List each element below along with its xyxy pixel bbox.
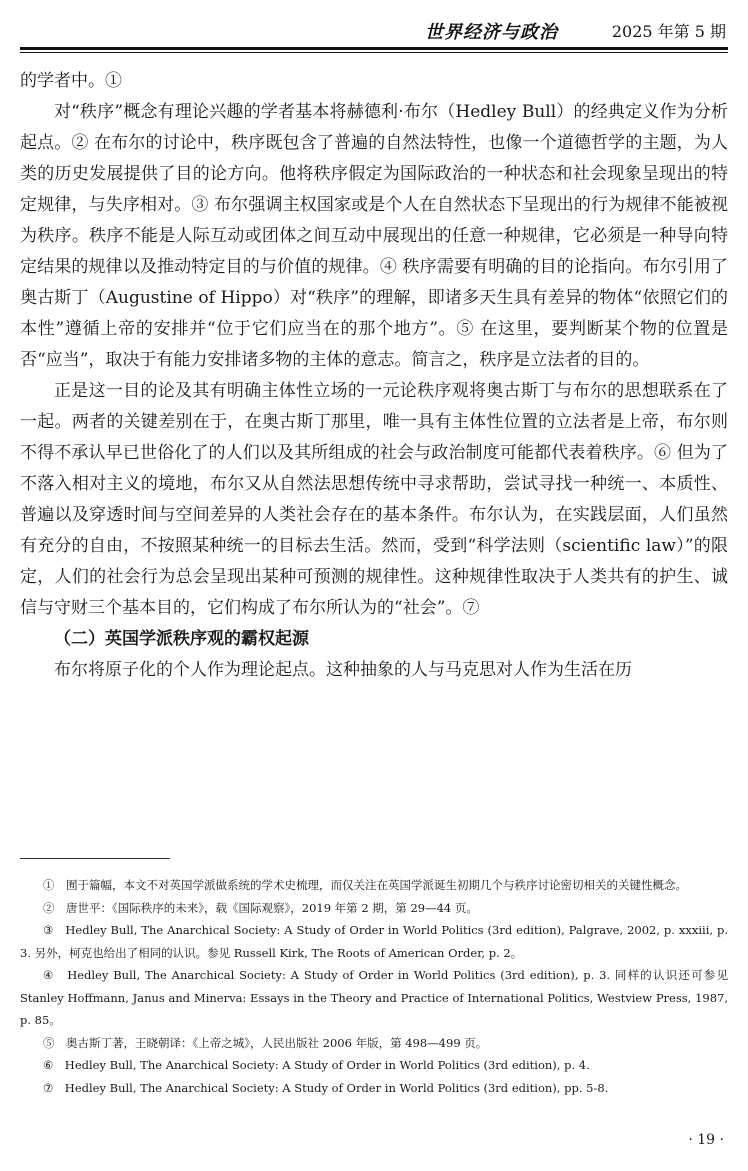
footnote-rule <box>20 858 170 859</box>
footnote-1: ① 囿于篇幅，本文不对英国学派做系统的学术史梳理，而仅关注在英国学派诞生初期几个与秩序讨论密切相关的关键性概念。 <box>43 878 687 892</box>
footnote-3: ③ Hedley Bull, The Anarchical Society: A Study of Order in World Politics (3rd edition), Palgrave, 2002, p. xxxiii, p. 3. 另外，柯克也给出了相同的认识。参见 Russell Kirk, The Roots of American Order, p. 2。 <box>20 923 728 960</box>
page-number: · 19 · <box>688 1132 724 1148</box>
body-text <box>20 66 728 686</box>
section-heading: （二）英国学派秩序观的霸权起源 <box>54 629 309 649</box>
footnotes <box>20 874 728 1099</box>
paragraph-bull-order: 对“秩序”概念有理论兴趣的学者基本将赫德利·布尔（Hedley Bull）的经典定义作为分析起点。② 在布尔的讨论中，秩序既包含了普遍的自然法特性，也像一个道德哲学的主题，为人类的历史发展提供了目的论方向。他将秩序假定为国际政治的一种状态和社会现象呈现出的特定规律，与失序相对。③ 布尔强调主权国家或是个人在自然状态下呈现出的行为规律不能被视为秩序。秩序不能是人际互动或团体之间互动中展现出的任意一种规律，它必须是一种导向特定结果的规律以及推动特定目的与价值的规律。④ 秩序需要有明确的目的论指向。布尔引用了奥古斯丁（Augustine of Hippo）对“秩序”的理解，即诸多天生具有差异的物体“依照它们的本性”遵循上帝的安排并“位于它们应当在的那个地方”。⑤ 在这里，要判断某个物的位置是否“应当”，取决于有能力安排诸多物的主体的意志。简言之，秩序是立法者的目的。 <box>20 102 728 370</box>
paragraph-continuation: 的学者中。① <box>20 71 122 91</box>
header-rule <box>20 47 728 50</box>
running-header <box>20 12 728 48</box>
issue-label: 2025 年第 5 期 <box>611 22 726 41</box>
footnote-2: ② 唐世平：《国际秩序的未来》，载《国际观察》，2019 年第 2 期，第 29—44 页。 <box>43 900 478 915</box>
footnote-4: ④ Hedley Bull, The Anarchical Society: A Study of Order in World Politics (3rd edition), p. 3. 同样的认识还可参见 Stanley Hoffmann, Janus and Minerva: Essays in the Theory and Practice of International Politics, Westview Press, 1987, p. 85。 <box>20 968 728 1027</box>
paragraph-atomized-individual: 布尔将原子化的个人作为理论起点。这种抽象的人与马克思对人作为生活在历 <box>54 660 632 680</box>
footnote-7: ⑦ Hedley Bull, The Anarchical Society: A Study of Order in World Politics (3rd edition), pp. 5-8. <box>43 1080 609 1095</box>
journal-logo: 世界经济与政治 <box>425 22 558 43</box>
header-rule-thin <box>20 52 728 53</box>
footnote-6: ⑥ Hedley Bull, The Anarchical Society: A Study of Order in World Politics (3rd edition), p. 4. <box>43 1058 590 1072</box>
footnote-5: ⑤ 奥古斯丁著，王晓朝译：《上帝之城》，人民出版社 2006 年版，第 498—499 页。 <box>43 1035 488 1050</box>
paragraph-augustine-bull: 正是这一目的论及其有明确主体性立场的一元论秩序观将奥古斯丁与布尔的思想联系在了一起。两者的关键差别在于，在奥古斯丁那里，唯一具有主体性位置的立法者是上帝，布尔则不得不承认早已世俗化了的人们以及其所组成的社会与政治制度可能都代表着秩序。⑥ 但为了不落入相对主义的境地，布尔又从自然法思想传统中寻求帮助，尝试寻找一种统一、本质性、普遍以及穿透时间与空间差异的人类社会存在的基本条件。布尔认为，在实践层面，人们虽然有充分的自由，不按照某种统一的目标去生活。然而，受到“科学法则（scientific law）”的限定，人们的社会行为总会呈现出某种可预测的规律性。这种规律性取决于人类共有的护生、诚信与守财三个基本目的，它们构成了布尔所认为的“社会”。⑦ <box>20 381 728 618</box>
